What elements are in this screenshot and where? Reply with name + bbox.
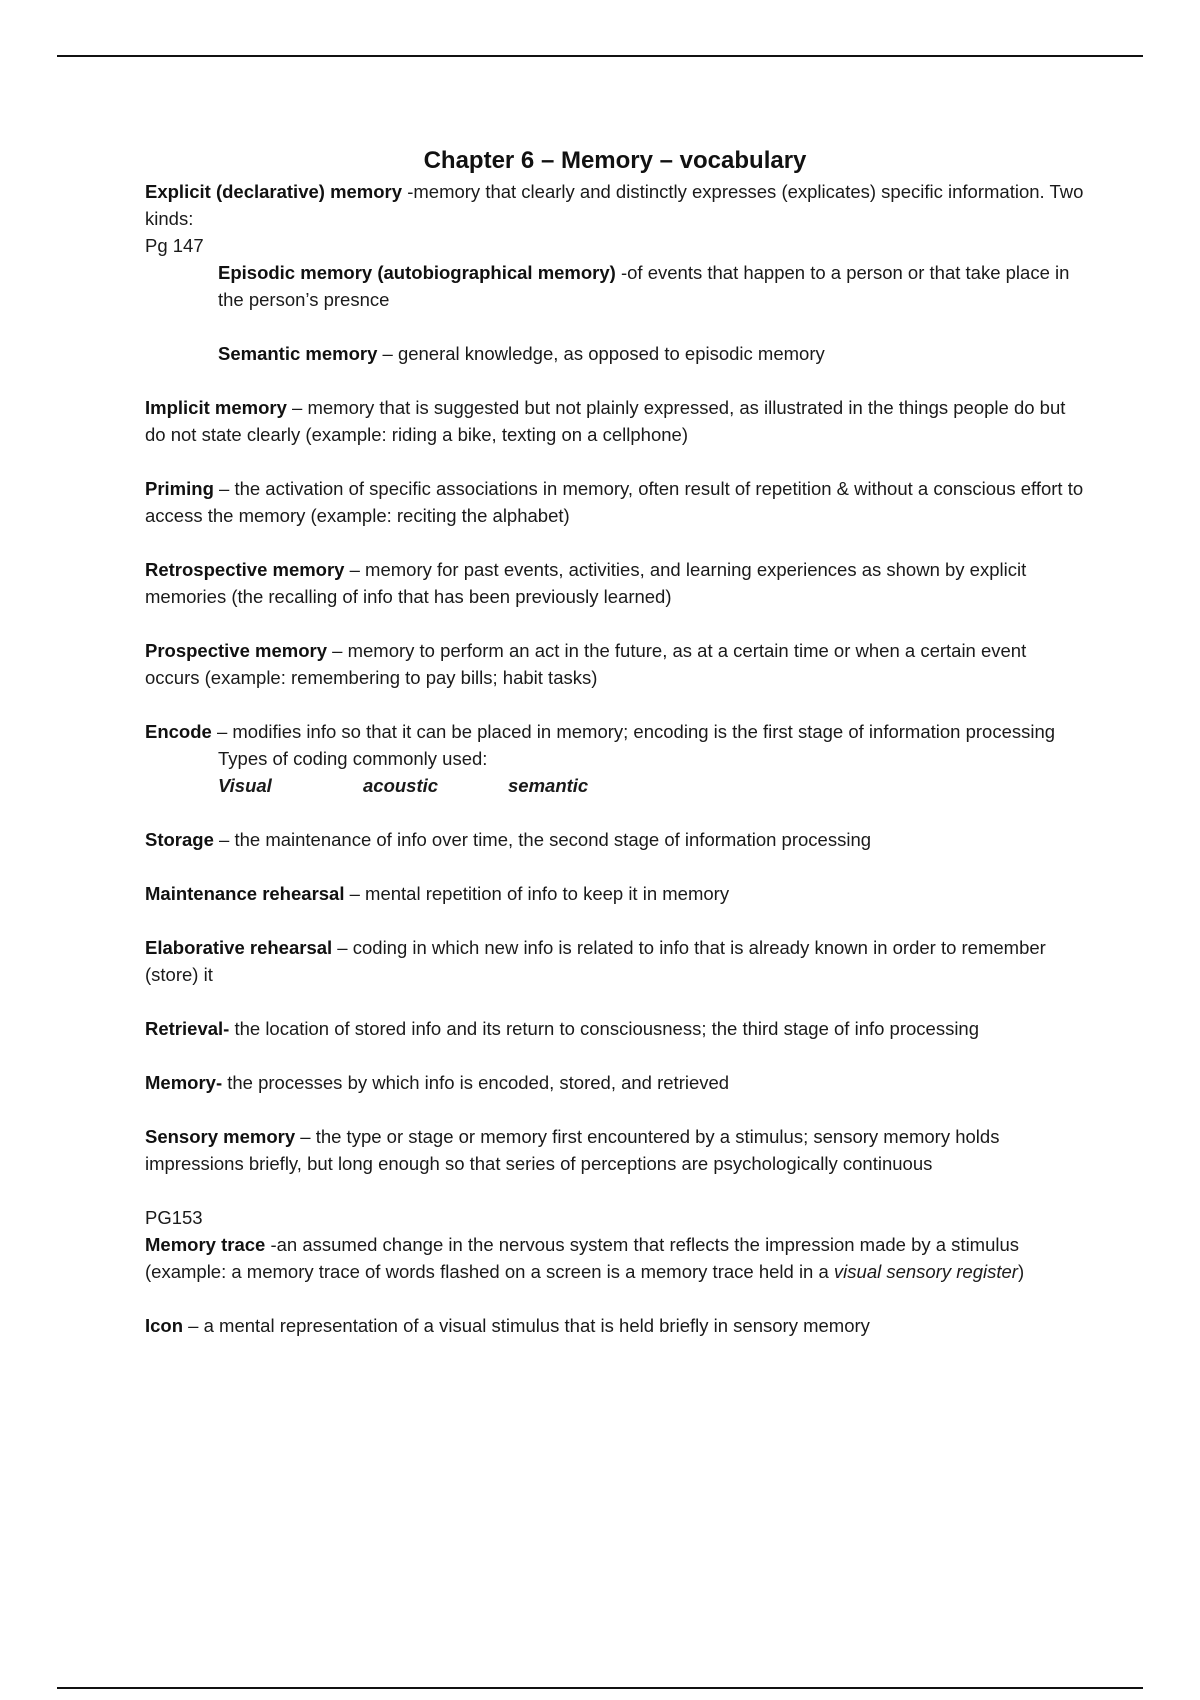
header-rule: [57, 55, 1143, 57]
term-episodic-memory: Episodic memory (autobiographical memory): [218, 262, 616, 283]
def-implicit-memory: – memory that is suggested but not plainly expressed, as illustrated in the things people do but do not state clearly (example: riding a bike, texting on a cellphone): [145, 397, 1066, 445]
def-maintenance-rehearsal: – mental repetition of info to keep it in memory: [344, 883, 730, 904]
coding-types-label: Types of coding commonly used:: [218, 748, 488, 769]
entry-sensory-memory: [145, 1123, 1085, 1177]
term-explicit-memory: Explicit (declarative) memory: [145, 181, 403, 202]
def-memory: the processes by which info is encoded, stored, and retrieved: [222, 1072, 730, 1093]
entry-encode: [145, 718, 1085, 745]
def-storage: – the maintenance of info over time, the second stage of information processing: [213, 829, 872, 850]
entry-retrospective-memory: [145, 556, 1085, 610]
entry-semantic-memory: [145, 340, 1085, 367]
term-priming: Priming: [145, 478, 214, 499]
term-encode: Encode: [145, 721, 212, 742]
entry-icon: [145, 1312, 1085, 1339]
term-semantic-memory: Semantic memory: [218, 343, 378, 364]
entry-memory-trace: [145, 1231, 1085, 1285]
def-memory-trace: -an assumed change in the nervous system that reflects the impression made by a stimulus (example: a memory trace of words flashed on a screen is a memory trace held in a: [145, 1234, 1020, 1282]
def-memory-trace-end: ): [1017, 1261, 1025, 1282]
entry-prospective-memory: [145, 637, 1085, 691]
term-retrieval: Retrieval-: [145, 1018, 230, 1039]
coding-type-visual: Visual: [218, 775, 272, 796]
term-prospective-memory: Prospective memory: [145, 640, 328, 661]
def-retrieval: the location of stored info and its return to consciousness; the third stage of info processing: [229, 1018, 980, 1039]
def-memory-trace-italic: visual sensory register: [833, 1261, 1018, 1282]
entry-episodic-memory: [145, 259, 1085, 313]
document-body: [145, 140, 1085, 1339]
entry-retrieval: [145, 1015, 1085, 1042]
term-maintenance-rehearsal: Maintenance rehearsal: [145, 883, 345, 904]
entry-memory: [145, 1069, 1085, 1096]
entry-explicit-memory: [145, 178, 1085, 232]
term-memory-trace: Memory trace: [145, 1234, 266, 1255]
entry-maintenance-rehearsal: [145, 880, 1085, 907]
term-memory: Memory-: [145, 1072, 223, 1093]
def-prospective-memory: – memory to perform an act in the future, as at a certain time or when a certain event occurs (example: remembering to pay bills; habit tasks): [145, 640, 1027, 688]
entry-elaborative-rehearsal: [145, 934, 1085, 988]
page-reference: Pg 147: [145, 235, 204, 256]
page-title: Chapter 6 – Memory – vocabulary: [423, 147, 807, 174]
coding-type-semantic: semantic: [508, 775, 589, 796]
def-sensory-memory: – the type or stage or memory first encountered by a stimulus; sensory memory holds impressions briefly, but long enough so that series of perceptions are psychologically continuous: [145, 1126, 1000, 1174]
entry-storage: [145, 826, 1085, 853]
term-storage: Storage: [145, 829, 214, 850]
footer-rule: [57, 1687, 1143, 1689]
def-encode: – modifies info so that it can be placed in memory; encoding is the first stage of information processing: [211, 721, 1056, 742]
def-elaborative-rehearsal: – coding in which new info is related to info that is already known in order to remember (store) it: [145, 937, 1046, 985]
def-icon: – a mental representation of a visual stimulus that is held briefly in sensory memory: [183, 1315, 870, 1336]
term-elaborative-rehearsal: Elaborative rehearsal: [145, 937, 333, 958]
term-icon: Icon: [145, 1315, 184, 1336]
def-priming: – the activation of specific associations in memory, often result of repetition & without a conscious effort to access the memory (example: reciting the alphabet): [145, 478, 1084, 526]
coding-type-acoustic: acoustic: [363, 775, 439, 796]
def-explicit-memory: -memory that clearly and distinctly expresses (explicates) specific information. Two kinds:: [145, 181, 1084, 229]
def-retrospective-memory: – memory for past events, activities, and learning experiences as shown by explicit memories (the recalling of info that has been previously learned): [145, 559, 1027, 607]
coding-types-list: [145, 772, 1085, 799]
def-semantic-memory: – general knowledge, as opposed to episodic memory: [377, 343, 825, 364]
entry-priming: [145, 475, 1085, 529]
term-retrospective-memory: Retrospective memory: [145, 559, 345, 580]
term-sensory-memory: Sensory memory: [145, 1126, 296, 1147]
entry-implicit-memory: [145, 394, 1085, 448]
page-reference: PG153: [145, 1207, 203, 1228]
def-episodic-memory: -of events that happen to a person or that take place in the person’s presnce: [218, 262, 1070, 310]
term-implicit-memory: Implicit memory: [145, 397, 287, 418]
